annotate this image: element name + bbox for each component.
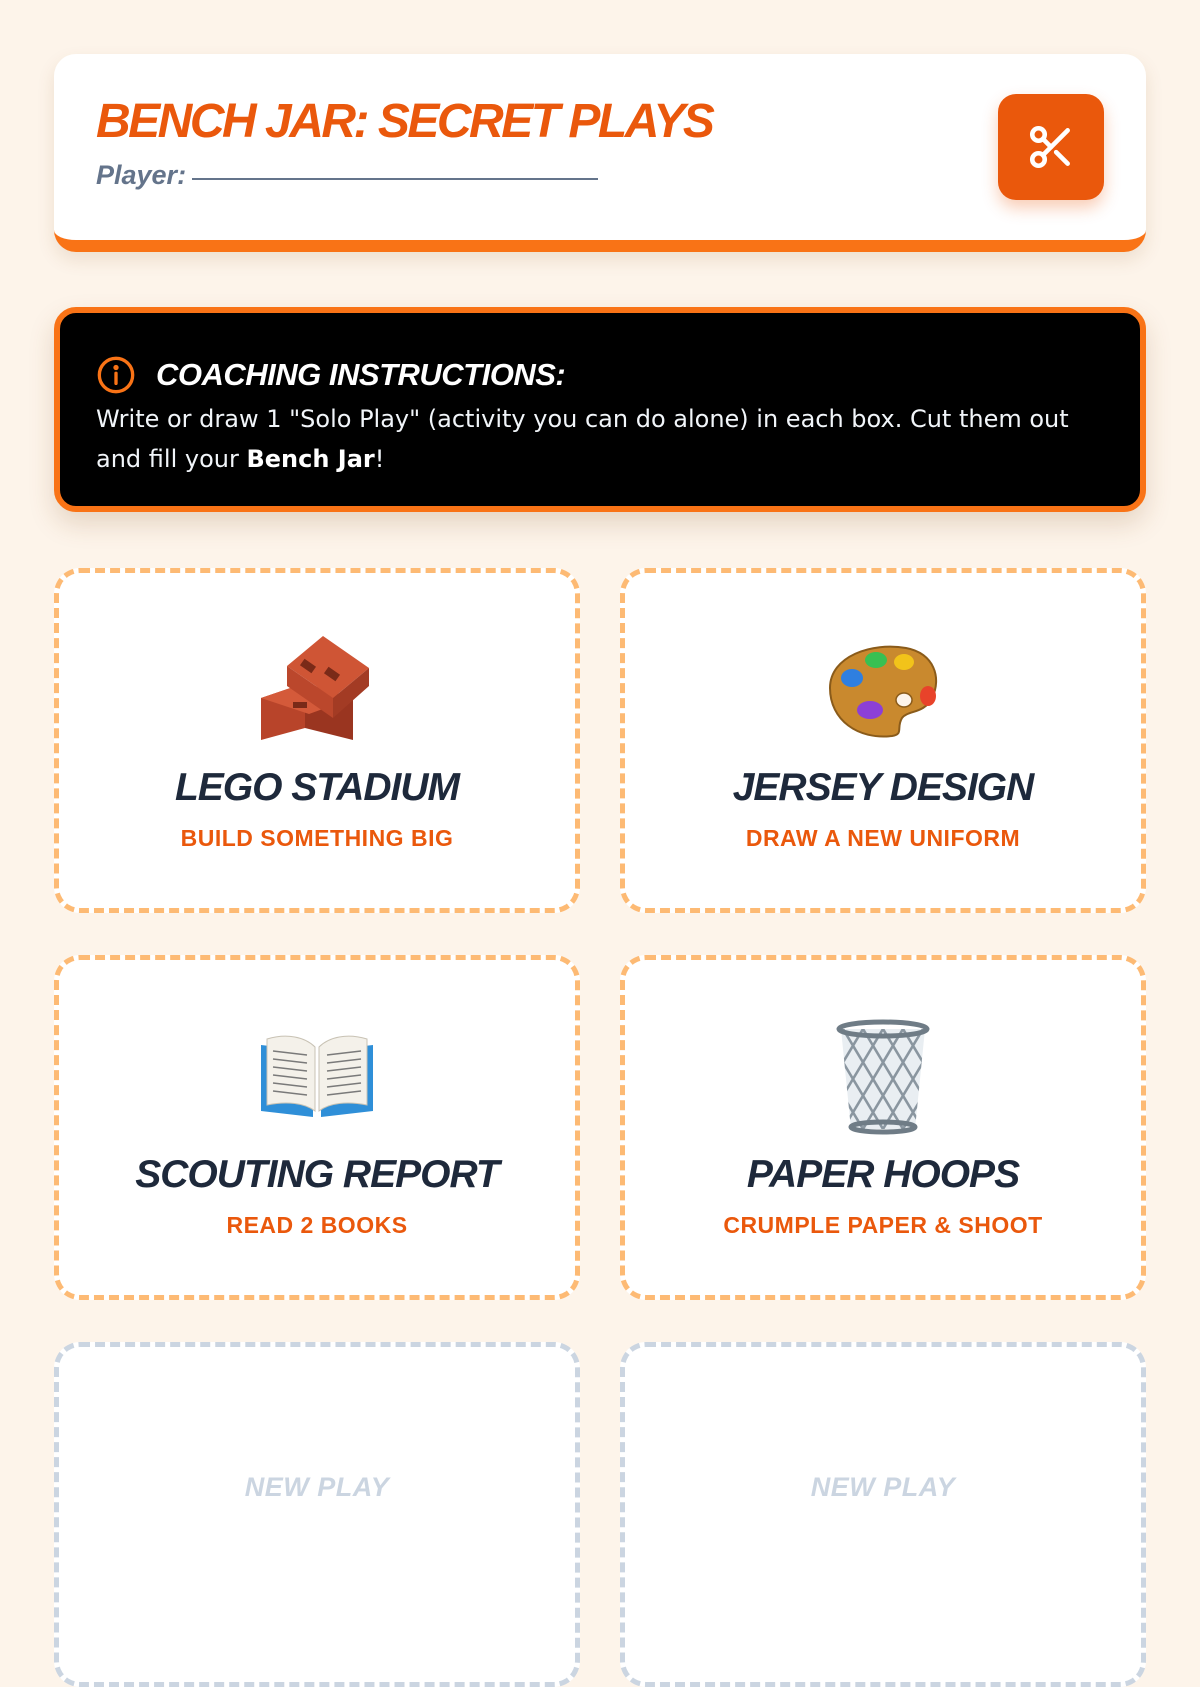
new-play-placeholder: NEW PLAY [244, 1472, 390, 1502]
play-card-jersey-design[interactable] [620, 568, 1146, 913]
player-label: Player: [96, 160, 187, 190]
worksheet-header [54, 54, 1146, 252]
wastebasket-icon [833, 1015, 933, 1135]
card-title: PAPER HOOPS [746, 1153, 1020, 1196]
scissors-icon [1026, 122, 1076, 172]
instructions-text-end: ! [374, 445, 385, 473]
instructions-text [96, 399, 1096, 479]
card-subtitle: READ 2 BOOKS [226, 1212, 408, 1238]
play-card-scouting-report[interactable] [54, 955, 580, 1300]
instructions-text-start: Write or draw 1 "Solo Play" (activity you can do alone) in each box. Cut them out and fill your [96, 405, 1069, 473]
card-subtitle: BUILD SOMETHING BIG [180, 825, 454, 851]
instructions-heading [96, 355, 565, 395]
player-name-blank[interactable] [192, 178, 598, 180]
card-title: SCOUTING REPORT [135, 1153, 499, 1196]
palette-icon [820, 638, 946, 738]
player-name-field[interactable] [96, 160, 598, 191]
card-subtitle: DRAW A NEW UNIFORM [745, 825, 1021, 851]
info-icon [96, 355, 136, 395]
instructions-text-bold: Bench Jar [246, 445, 375, 473]
empty-play-card[interactable] [54, 1342, 580, 1687]
card-title: LEGO STADIUM [174, 766, 460, 809]
play-card-lego-stadium[interactable] [54, 568, 580, 913]
cut-out-button[interactable] [998, 94, 1104, 200]
empty-play-card[interactable] [620, 1342, 1146, 1687]
new-play-placeholder: NEW PLAY [810, 1472, 956, 1502]
open-book-icon [257, 1025, 377, 1125]
instructions-title: COACHING INSTRUCTIONS: [156, 357, 566, 392]
coaching-instructions [54, 307, 1146, 512]
brick-icon [253, 628, 381, 748]
card-title: JERSEY DESIGN [732, 766, 1034, 809]
play-card-paper-hoops[interactable] [620, 955, 1146, 1300]
page-title: BENCH JAR: SECRET PLAYS [96, 95, 713, 148]
card-subtitle: CRUMPLE PAPER & SHOOT [723, 1212, 1043, 1238]
